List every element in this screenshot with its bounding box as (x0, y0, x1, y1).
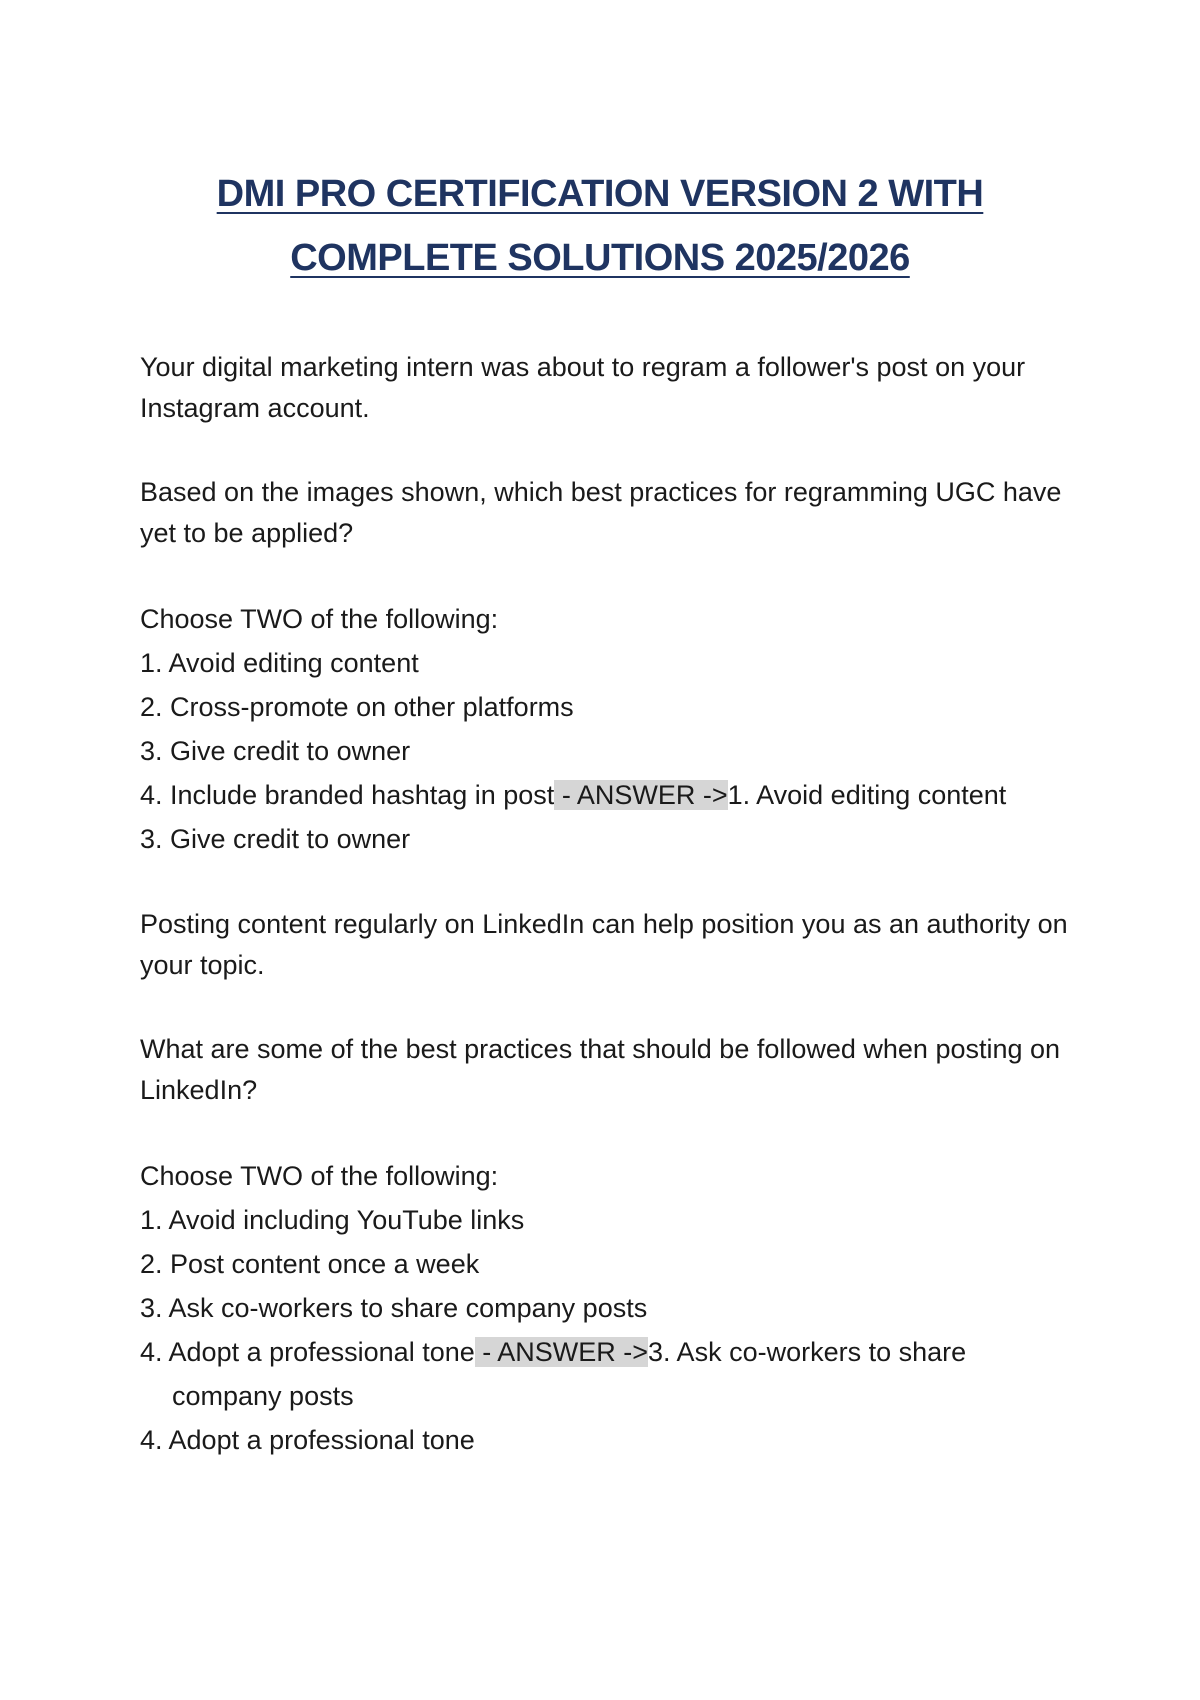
option-3: 3. Ask co-workers to share company posts (140, 1293, 648, 1323)
answer-first: 1. Avoid editing content (727, 780, 1007, 810)
question-block-2 (140, 904, 1070, 1462)
option-4: 4. Include branded hashtag in post (140, 780, 555, 810)
option-1: 1. Avoid editing content (140, 648, 419, 678)
option-4-with-answer (140, 773, 1070, 817)
question-block-1 (140, 347, 1070, 861)
option-3: 3. Give credit to owner (140, 736, 411, 766)
question-instruction: Choose TWO of the following: (140, 1161, 499, 1191)
title-line-2: COMPLETE SOLUTIONS 2025/2026 (290, 237, 910, 279)
question-prompt: Based on the images shown, which best practices for regramming UGC have yet to be applied? (140, 477, 1062, 548)
question-intro: Posting content regularly on LinkedIn can help position you as an authority on your topic. (140, 909, 1068, 980)
document-title (140, 162, 1060, 290)
option-1: 1. Avoid including YouTube links (140, 1205, 525, 1235)
question-intro: Your digital marketing intern was about to regram a follower's post on your Instagram account. (140, 352, 1026, 423)
answer-marker: - ANSWER -> (474, 1337, 649, 1367)
question-prompt: What are some of the best practices that should be followed when posting on LinkedIn? (140, 1034, 1061, 1105)
document-body (140, 347, 1070, 1462)
question-instruction: Choose TWO of the following: (140, 604, 499, 634)
option-2: 2. Cross-promote on other platforms (140, 692, 574, 722)
answer-second: 4. Adopt a professional tone (140, 1425, 475, 1455)
answer-second: 3. Give credit to owner (140, 824, 411, 854)
option-2: 2. Post content once a week (140, 1249, 480, 1279)
option-4-with-answer (140, 1330, 1070, 1418)
option-4: 4. Adopt a professional tone (140, 1337, 475, 1367)
title-line-1: DMI PRO CERTIFICATION VERSION 2 WITH (216, 173, 984, 215)
answer-marker: - ANSWER -> (554, 780, 728, 810)
answer-first: 3. Ask co-workers to share company posts (172, 1337, 967, 1411)
